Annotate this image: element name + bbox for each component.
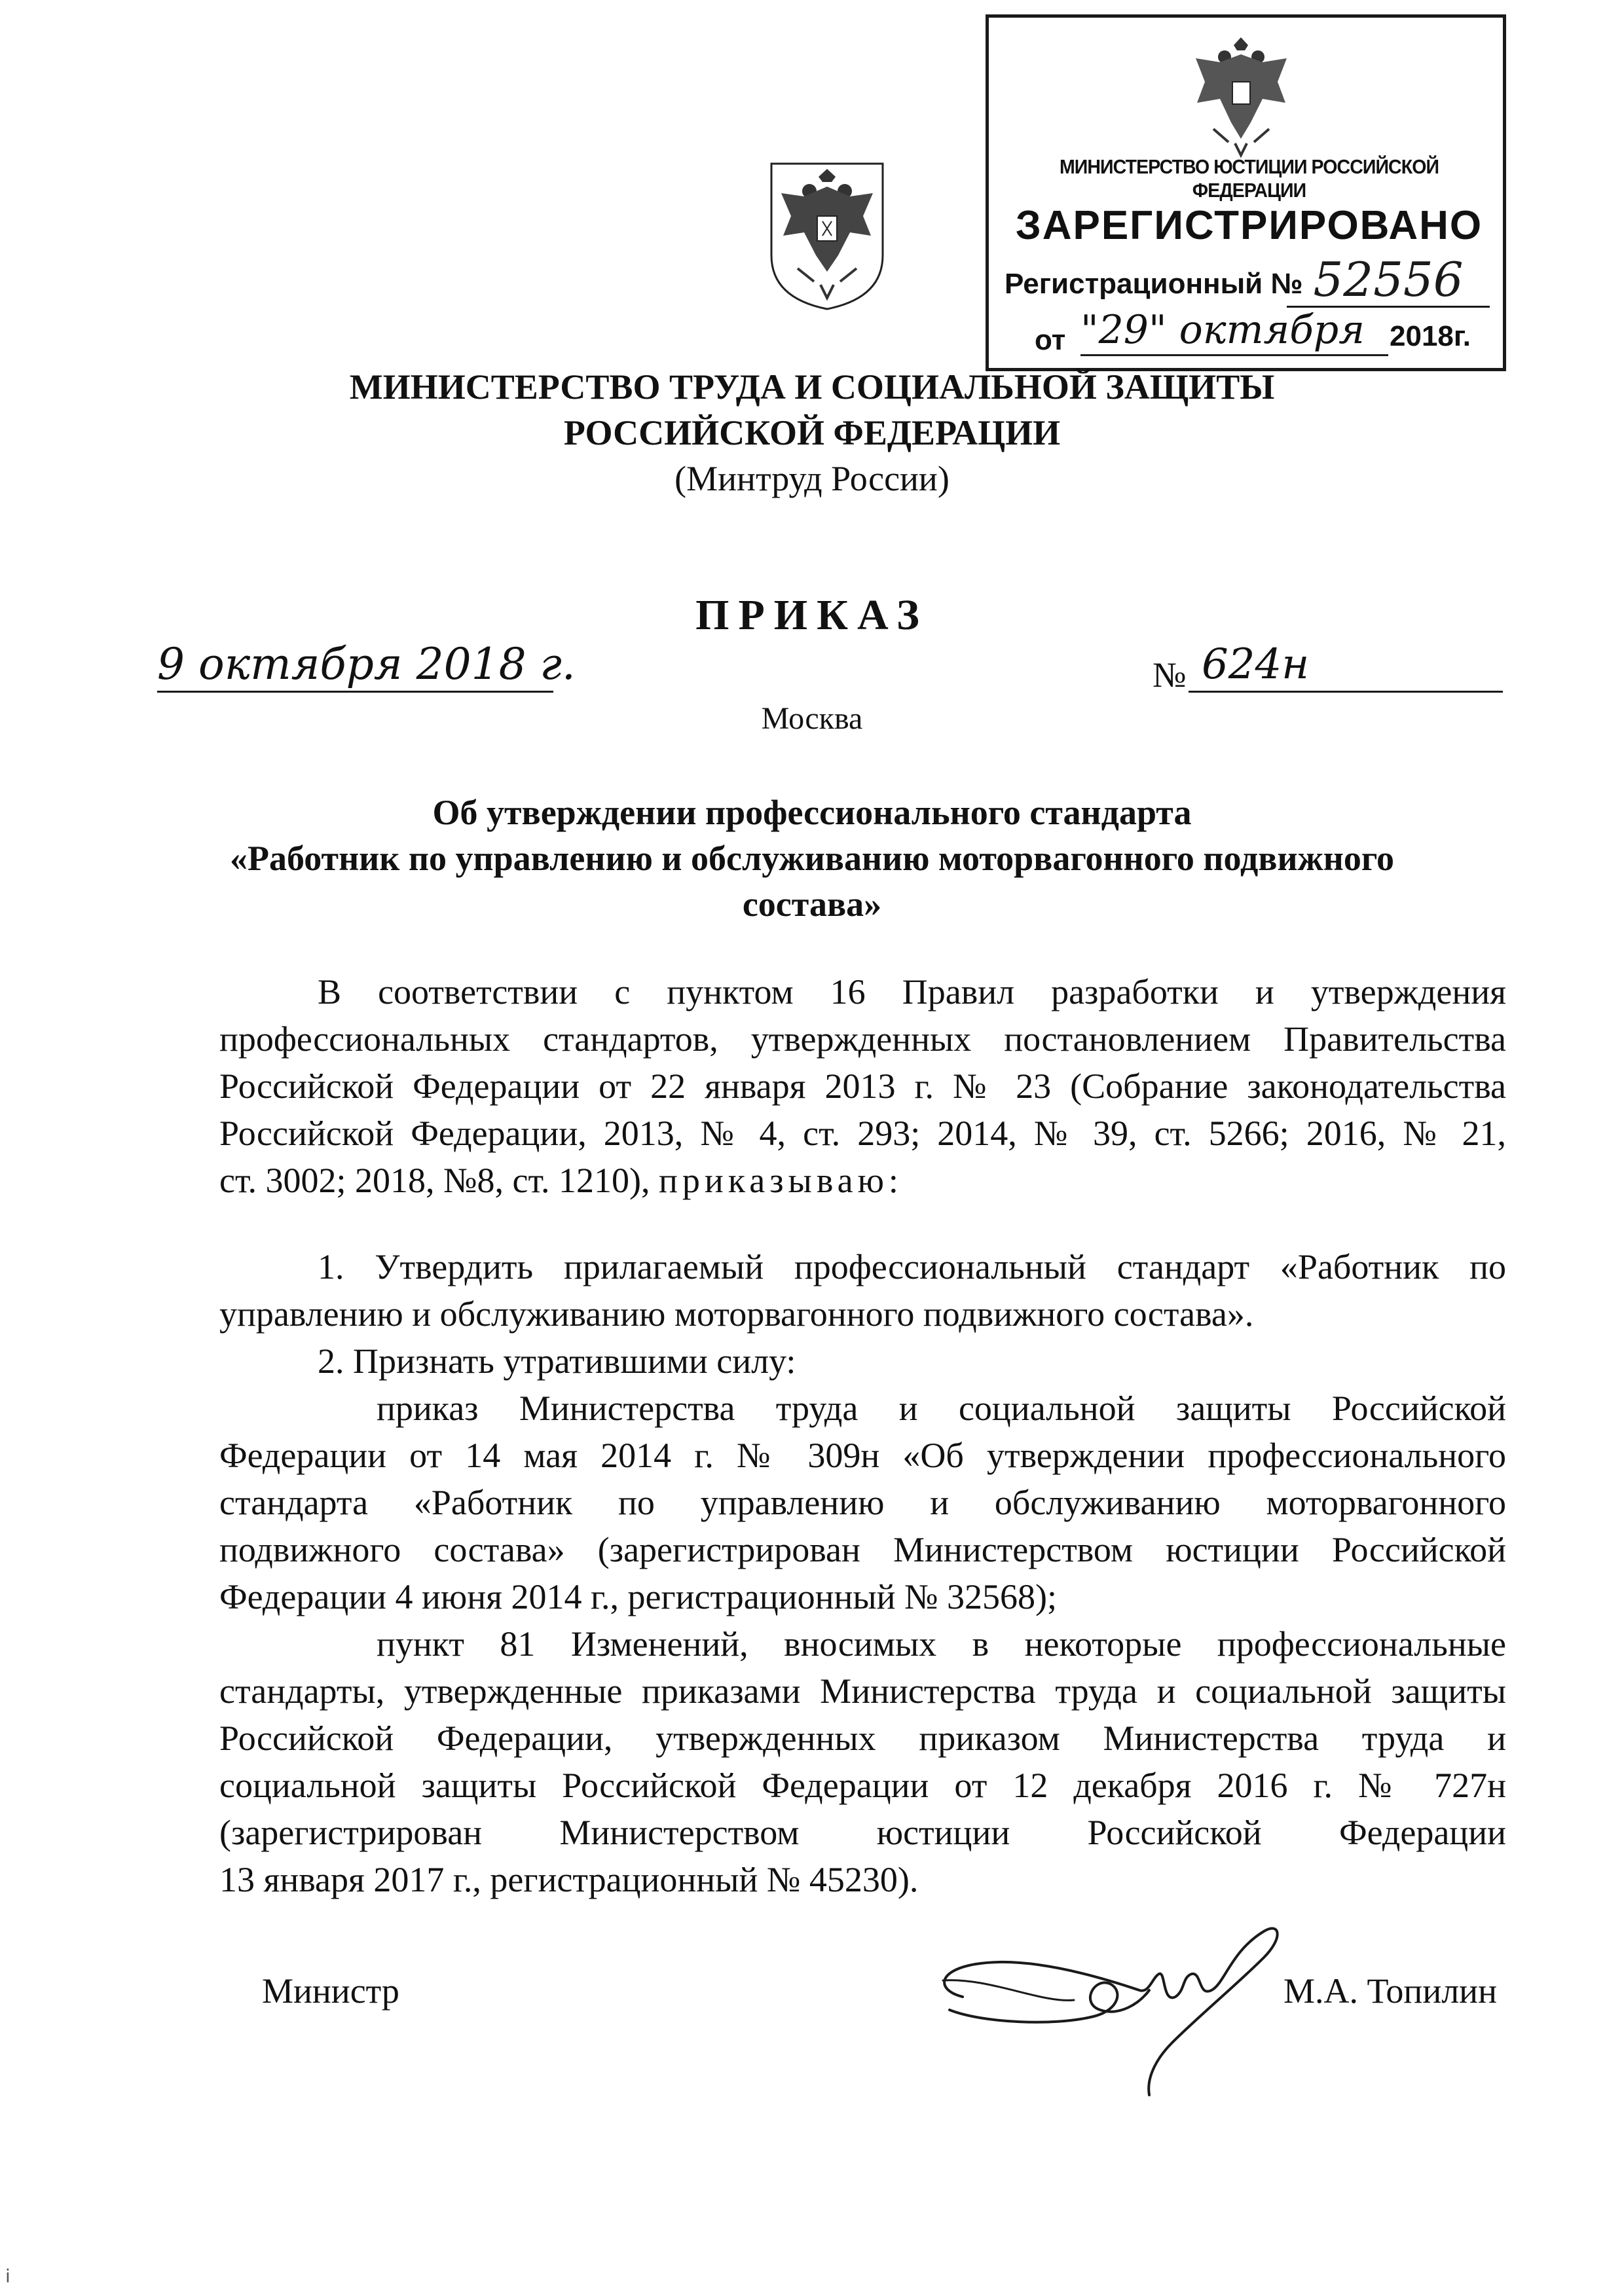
item-2-heading: 2. Признать утратившими силу: [318,1341,796,1381]
order-date: 9 октября 2018 г. [157,638,553,693]
item-2b-line: пункт 81 Изменений, вносимых в некоторые профессиональные [377,1624,1506,1664]
stamp-date-label: от [1035,324,1066,356]
order-number: 624н [1189,638,1503,693]
body-line: В соответствии с пунктом 16 Правил разработки и утверждения [318,972,1506,1011]
subject-line: состава» [742,884,882,924]
subject-line: Об утверждении профессионального стандарта [432,793,1192,832]
document-type: ПРИКАЗ [695,591,929,639]
registration-stamp [986,14,1506,371]
stamp-status: ЗАРЕГИСТРИРОВАНО [1015,203,1483,248]
signer-title: Министр [262,1971,399,2011]
body-line: Российской Федерации, 2013, № 4, ст. 293; 2014, № 39, ст. 5266; 2016, № 21, [219,1114,1506,1153]
ministry-name-line1: МИНИСТЕРСТВО ТРУДА И СОЦИАЛЬНОЙ ЗАЩИТЫ [349,367,1275,407]
item-2a-line: приказ Министерства труда и социальной защиты Российской [377,1389,1506,1428]
stamp-date-value: "29" октября [1080,306,1388,356]
item-1-line: 1. Утвердить прилагаемый профессиональный стандарт «Работник по [318,1247,1506,1286]
item-2b-line: (зарегистрирован Министерством юстиции Российской Федерации [219,1813,1506,1852]
ministry-name-line2: РОССИЙСКОЙ ФЕДЕРАЦИИ [563,413,1061,452]
stamp-date-year: 2018г. [1390,320,1471,352]
ministry-short-name: (Минтруд России) [674,459,950,498]
item-1-line: управлению и обслуживанию моторвагонного подвижного состава». [219,1294,1254,1334]
item-2b-line: Российской Федерации, утвержденных приказом Министерства труда и [219,1719,1506,1758]
body-line: профессиональных стандартов, утвержденных постановлением Правительства [219,1019,1506,1059]
stamp-ministry-name: МИНИСТЕРСТВО ЮСТИЦИИ РОССИЙСКОЙ ФЕДЕРАЦИИ [1059,155,1439,202]
subject-line: «Работник по управлению и обслуживанию моторвагонного подвижного [229,839,1395,878]
signature-icon [923,1912,1290,2108]
item-2a-line: Федерации от 14 мая 2014 г. № 309н «Об утверждении профессионального [219,1436,1506,1475]
item-2b-line: 13 января 2017 г., регистрационный № 45230). [219,1860,919,1899]
preamble-end: ст. 3002; 2018, №8, ст. 1210), [219,1161,650,1200]
stamp-reg-number: 52556 [1287,253,1490,308]
body-line-last [219,1157,1506,1203]
stamp-emblem [1184,31,1299,158]
stamp-reg-label: Регистрационный № [1005,268,1303,300]
issue-city: Москва [761,701,863,736]
signer-name: М.А. Топилин [1283,1971,1497,2011]
item-2a-line: подвижного состава» (зарегистрирован Министерством юстиции Российской [219,1530,1506,1569]
item-2a-line: стандарта «Работник по управлению и обслуживанию моторвагонного [219,1483,1506,1522]
double-headed-eagle-icon [758,157,896,314]
footer-mark: i [5,2265,10,2287]
order-number-label: № [1153,655,1187,695]
body-line: Российской Федерации от 22 января 2013 г. № 23 (Собрание законодательства [219,1066,1506,1106]
item-2a-line: Федерации 4 июня 2014 г., регистрационный № 32568); [219,1577,1058,1616]
handwritten-signature [923,1912,1290,2108]
item-2b-line: стандарты, утвержденные приказами Министерства труда и социальной защиты [219,1671,1506,1711]
item-2b-line: социальной защиты Российской Федерации от 12 декабря 2016 г. № 727н [219,1766,1506,1805]
double-headed-eagle-icon [1184,31,1299,158]
order-word: приказываю: [659,1161,903,1200]
state-emblem [758,157,896,314]
